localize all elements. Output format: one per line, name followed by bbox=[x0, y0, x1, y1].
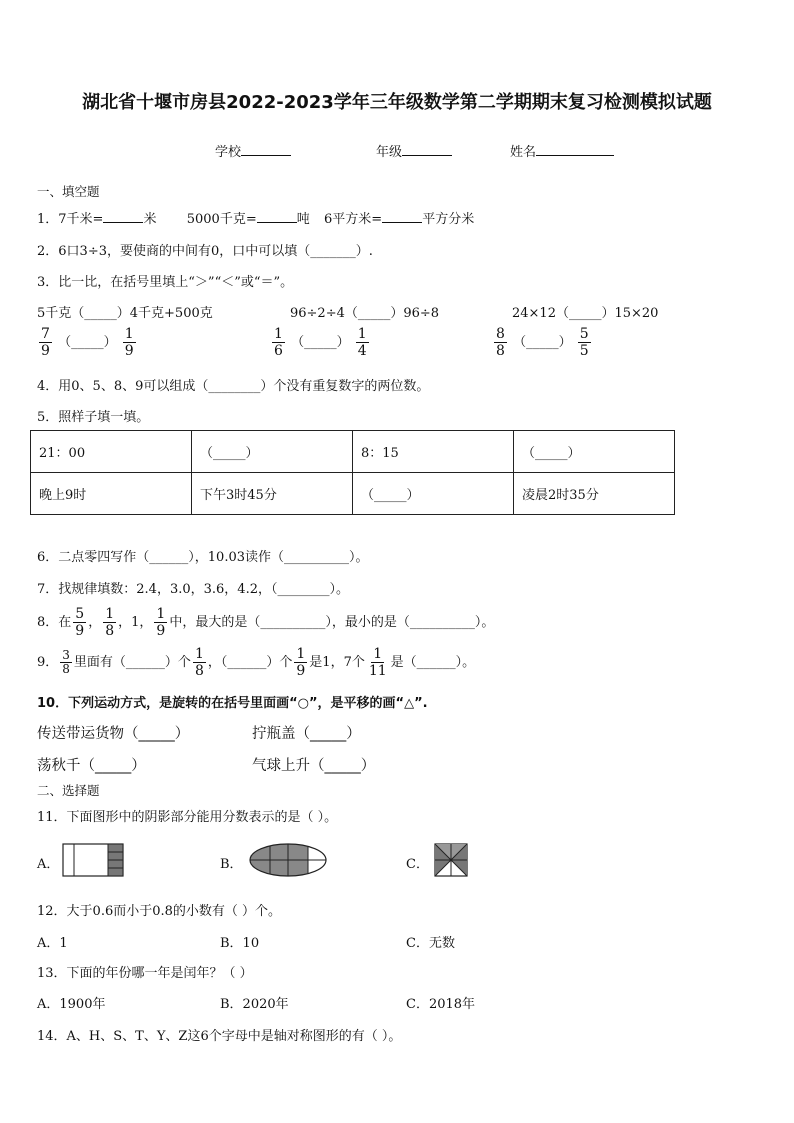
q13-option-c[interactable]: C．2018年 bbox=[406, 997, 476, 1012]
numerator: 5 bbox=[75, 606, 85, 622]
q8-text: 中，最大的是（__________），最小的是（__________）。 bbox=[169, 615, 495, 630]
q8-text: ，1， bbox=[118, 615, 153, 630]
q1-blank-1[interactable] bbox=[103, 210, 143, 223]
question-12: 12．大于0.6而小于0.8的小数有（ ）个。 bbox=[37, 904, 282, 919]
table-cell: 8：15 bbox=[353, 431, 514, 473]
question-3: 3．比一比，在括号里填上“＞”“＜”或“＝”。 bbox=[37, 275, 294, 290]
q10-item: 荡秋千（_____） bbox=[37, 758, 146, 774]
q10-item: 传送带运货物（_____） bbox=[37, 726, 190, 742]
table-cell: 21：00 bbox=[31, 431, 192, 473]
q1-part-e: 6平方米= bbox=[324, 212, 383, 227]
q3-fraction-compare-2 bbox=[270, 326, 371, 359]
q10-item: 拧瓶盖（_____） bbox=[252, 726, 361, 742]
table-cell: 下午3时45分 bbox=[192, 473, 353, 515]
denominator: 8 bbox=[194, 663, 204, 679]
q1-blank-2[interactable] bbox=[257, 210, 297, 223]
q12-option-b[interactable]: B．10 bbox=[220, 936, 260, 951]
denominator: 8 bbox=[62, 662, 70, 676]
numerator: 3 bbox=[62, 648, 70, 662]
denominator: 4 bbox=[357, 343, 367, 359]
school-label: 学校 bbox=[215, 145, 242, 160]
table-cell: 凌晨2时35分 bbox=[514, 473, 675, 515]
answer-blank[interactable]: （_____） bbox=[291, 335, 350, 350]
q3-fraction-compare-1 bbox=[37, 326, 138, 359]
denominator: 9 bbox=[75, 623, 85, 639]
question-6: 6．二点零四写作（______），10.03读作（__________）。 bbox=[37, 550, 369, 565]
q1-part-f: 平方分米 bbox=[422, 212, 475, 227]
q12-option-a[interactable]: A．1 bbox=[37, 936, 68, 951]
q8-text: 8．在 bbox=[37, 615, 72, 630]
q1-part-d: 吨 bbox=[296, 212, 310, 227]
shaded-ellipse-figure bbox=[248, 842, 328, 878]
q1-part-a: 1．7千米= bbox=[37, 212, 104, 227]
q9-text: 里面有（______）个 bbox=[73, 655, 191, 670]
section-fill: 一、填空题 bbox=[37, 184, 100, 199]
grade-label: 年级 bbox=[376, 145, 403, 160]
answer-blank[interactable]: （_____） bbox=[58, 335, 117, 350]
shaded-square-figure bbox=[434, 843, 468, 877]
section-choice: 二、选择题 bbox=[37, 783, 100, 798]
question-11: 11．下面图形中的阴影部分能用分数表示的是（ ）。 bbox=[37, 810, 338, 825]
q10-item: 气球上升（_____） bbox=[252, 758, 376, 774]
q13-option-b[interactable]: B．2020年 bbox=[220, 997, 289, 1012]
name-field[interactable] bbox=[510, 141, 614, 160]
denominator: 9 bbox=[156, 623, 166, 639]
table-cell[interactable]: （_____） bbox=[192, 431, 353, 473]
time-table bbox=[30, 430, 675, 515]
q13-option-a[interactable]: A．1900年 bbox=[37, 997, 106, 1012]
q12-option-c[interactable]: C．无数 bbox=[406, 936, 455, 951]
denominator: 9 bbox=[296, 663, 306, 679]
question-2: 2．6口3÷3，要使商的中间有0，口中可以填（_______）. bbox=[37, 244, 373, 259]
q3-compare-2: 96÷2÷4（_____）96÷8 bbox=[290, 306, 440, 321]
numerator: 1 bbox=[194, 646, 204, 662]
denominator: 11 bbox=[368, 663, 387, 679]
numerator: 1 bbox=[124, 326, 134, 342]
q9-text: 9． bbox=[37, 655, 59, 670]
denominator: 9 bbox=[41, 343, 50, 359]
page-title: 湖北省十堰市房县2022-2023学年三年级数学第二学期期末复习检测模拟试题 bbox=[82, 92, 712, 113]
question-10: 10．下列运动方式，是旋转的在括号里面画“○”，是平移的画“△”. bbox=[37, 696, 428, 711]
table-row bbox=[31, 431, 675, 473]
question-1 bbox=[37, 208, 474, 227]
q3-fraction-compare-3 bbox=[492, 326, 593, 359]
name-label: 姓名 bbox=[510, 145, 537, 160]
denominator: 9 bbox=[124, 343, 134, 359]
question-13: 13．下面的年份哪一年是闰年？（ ） bbox=[37, 966, 253, 981]
table-cell: 晚上9时 bbox=[31, 473, 192, 515]
numerator: 1 bbox=[105, 606, 115, 622]
table-cell[interactable]: （_____） bbox=[514, 431, 675, 473]
question-4: 4．用0、5、8、9可以组成（________）个没有重复数字的两位数。 bbox=[37, 379, 430, 394]
answer-blank[interactable]: （_____） bbox=[513, 335, 572, 350]
denominator: 8 bbox=[496, 343, 505, 359]
q9-text: 是1，7个 bbox=[309, 655, 365, 670]
numerator: 1 bbox=[156, 606, 166, 622]
q11-option-a[interactable]: A． bbox=[37, 857, 60, 872]
q9-text: ，（______）个 bbox=[207, 655, 293, 670]
q1-part-c: 5000千克= bbox=[186, 212, 257, 227]
denominator: 5 bbox=[579, 343, 589, 359]
q11-option-c[interactable]: C． bbox=[406, 857, 429, 872]
question-8: 8．在 $\frac{5}{9}$ ， $\frac{1}{8}$ ，1， $\frac{1}{9}$ 中，最大的是（__________），最小的是（__________）。 bbox=[37, 606, 495, 639]
denominator: 8 bbox=[105, 623, 115, 639]
q3-compare-3: 24×12（_____）15×20 bbox=[512, 306, 659, 321]
numerator: 1 bbox=[296, 646, 306, 662]
school-field[interactable] bbox=[215, 141, 291, 160]
q3-compare-1: 5千克（_____）4千克+500克 bbox=[37, 306, 213, 321]
numerator: 8 bbox=[496, 326, 505, 342]
shaded-rectangle-figure bbox=[62, 843, 124, 877]
table-row bbox=[31, 473, 675, 515]
q1-part-b: 米 bbox=[143, 212, 157, 227]
question-7: 7．找规律填数：2.4，3.0，3.6，4.2，（________）。 bbox=[37, 582, 349, 597]
grade-field[interactable] bbox=[376, 141, 452, 160]
question-14: 14．A、H、S、T、Y、Z这6个字母中是轴对称图形的有（ ）。 bbox=[37, 1029, 402, 1044]
question-5: 5．照样子填一填。 bbox=[37, 410, 150, 425]
numerator: 1 bbox=[357, 326, 367, 342]
numerator: 1 bbox=[274, 326, 283, 342]
numerator: 5 bbox=[579, 326, 589, 342]
question-9 bbox=[37, 646, 475, 679]
table-cell[interactable]: （_____） bbox=[353, 473, 514, 515]
q11-option-b[interactable]: B． bbox=[220, 857, 243, 872]
q9-text: 是（______）。 bbox=[390, 655, 476, 670]
numerator: 1 bbox=[373, 646, 383, 662]
numerator: 7 bbox=[41, 326, 50, 342]
q1-blank-3[interactable] bbox=[382, 210, 422, 223]
denominator: 6 bbox=[274, 343, 283, 359]
